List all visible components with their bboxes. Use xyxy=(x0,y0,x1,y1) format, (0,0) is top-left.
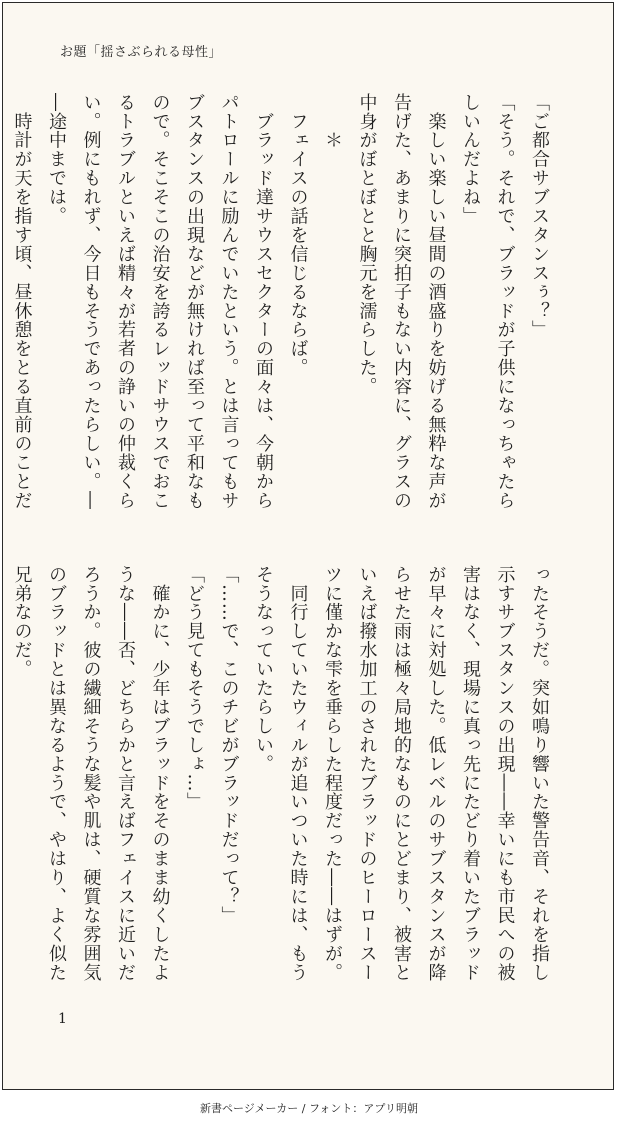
book-page xyxy=(2,2,614,1090)
text-line: フェイスの話を信じるならば。 xyxy=(287,93,309,378)
text-line: 「ご都合サブスタンスぅ？」 xyxy=(529,93,550,340)
page-number: 1 xyxy=(58,1011,67,1027)
text-line: 害はなく、現場に真っ先にたどり着いたブラッド xyxy=(460,565,481,982)
text-line: のブラッドとは異なるようで、やはり、よく似た xyxy=(46,565,67,982)
text-line: ―途中までは。 xyxy=(46,93,67,226)
text-line: いえば撥水加工のされたブラッドのヒーロースー xyxy=(356,565,378,982)
text-line: 「……で、このチビがブラッドだって？」 xyxy=(218,565,240,926)
text-block-lower xyxy=(11,565,556,1005)
text-line: 示すサブスタンスの出現――幸いにも市民への被 xyxy=(494,565,516,982)
text-line: ブスタンスの出現などが無ければ至って平和なも xyxy=(184,93,205,510)
text-line: ので。そこそこの治安を誇るレッドサウスでおこ xyxy=(149,93,171,510)
text-line: が早々に対処した。低レベルのサブスタンスが降 xyxy=(425,565,447,982)
text-line: 告げた、あまりに突拍子もない内容に、グラスの xyxy=(391,93,412,510)
footer-credit: 新書ページメーカー / フォント：アプリ明朝 xyxy=(200,1102,418,1115)
text-line: 楽しい楽しい昼間の酒盛りを妨げる無粋な声が xyxy=(425,93,447,510)
text-line: ＊ xyxy=(322,93,343,150)
text-line: そうなっていたらしい。 xyxy=(253,565,274,774)
text-line: 同行していたウィルが追いついた時には、もう xyxy=(287,565,309,982)
text-line: 「どう見てもそうでしょ…」 xyxy=(184,565,205,812)
text-line: らせた雨は極々局地的なものにとどまり、被害と xyxy=(391,565,412,982)
text-line: ブラッド達サウスセクターの面々は、今朝から xyxy=(253,93,274,510)
text-line: うな――否、どちらかと言えばフェイスに近いだ xyxy=(115,565,136,982)
text-line: るトラブルといえば精々が若者の諍いの仲裁くら xyxy=(115,93,136,510)
text-line: パトロールに励んでいたという。とは言ってもサ xyxy=(218,93,240,510)
text-line: ツに僅かな雫を垂らした程度だった――はずが。 xyxy=(322,565,343,982)
text-line: 兄弟なのだ。 xyxy=(11,565,33,679)
page-header-title: お題「揺さぶられる母性」 xyxy=(60,45,223,60)
text-line: 時計が天を指す頃、昼休憩をとる直前のことだ xyxy=(11,93,33,510)
text-line: しいんだよね」 xyxy=(460,93,481,226)
text-line: 確かに、少年はブラッドをそのまま幼くしたよ xyxy=(149,565,171,982)
text-block-upper xyxy=(11,93,556,533)
text-line: ったそうだ。突如鳴り響いた警告音、それを指し xyxy=(529,565,550,982)
text-line: い。例にもれず、今日もそうであったらしい。― xyxy=(80,93,102,510)
text-line: ろうか。彼の繊細そうな髪や肌は、硬質な雰囲気 xyxy=(80,565,102,982)
text-line: 中身がぼとぼとと胸元を濡らした。 xyxy=(356,93,378,397)
text-line: 「そう。それで、ブラッドが子供になっちゃたら xyxy=(494,93,516,510)
